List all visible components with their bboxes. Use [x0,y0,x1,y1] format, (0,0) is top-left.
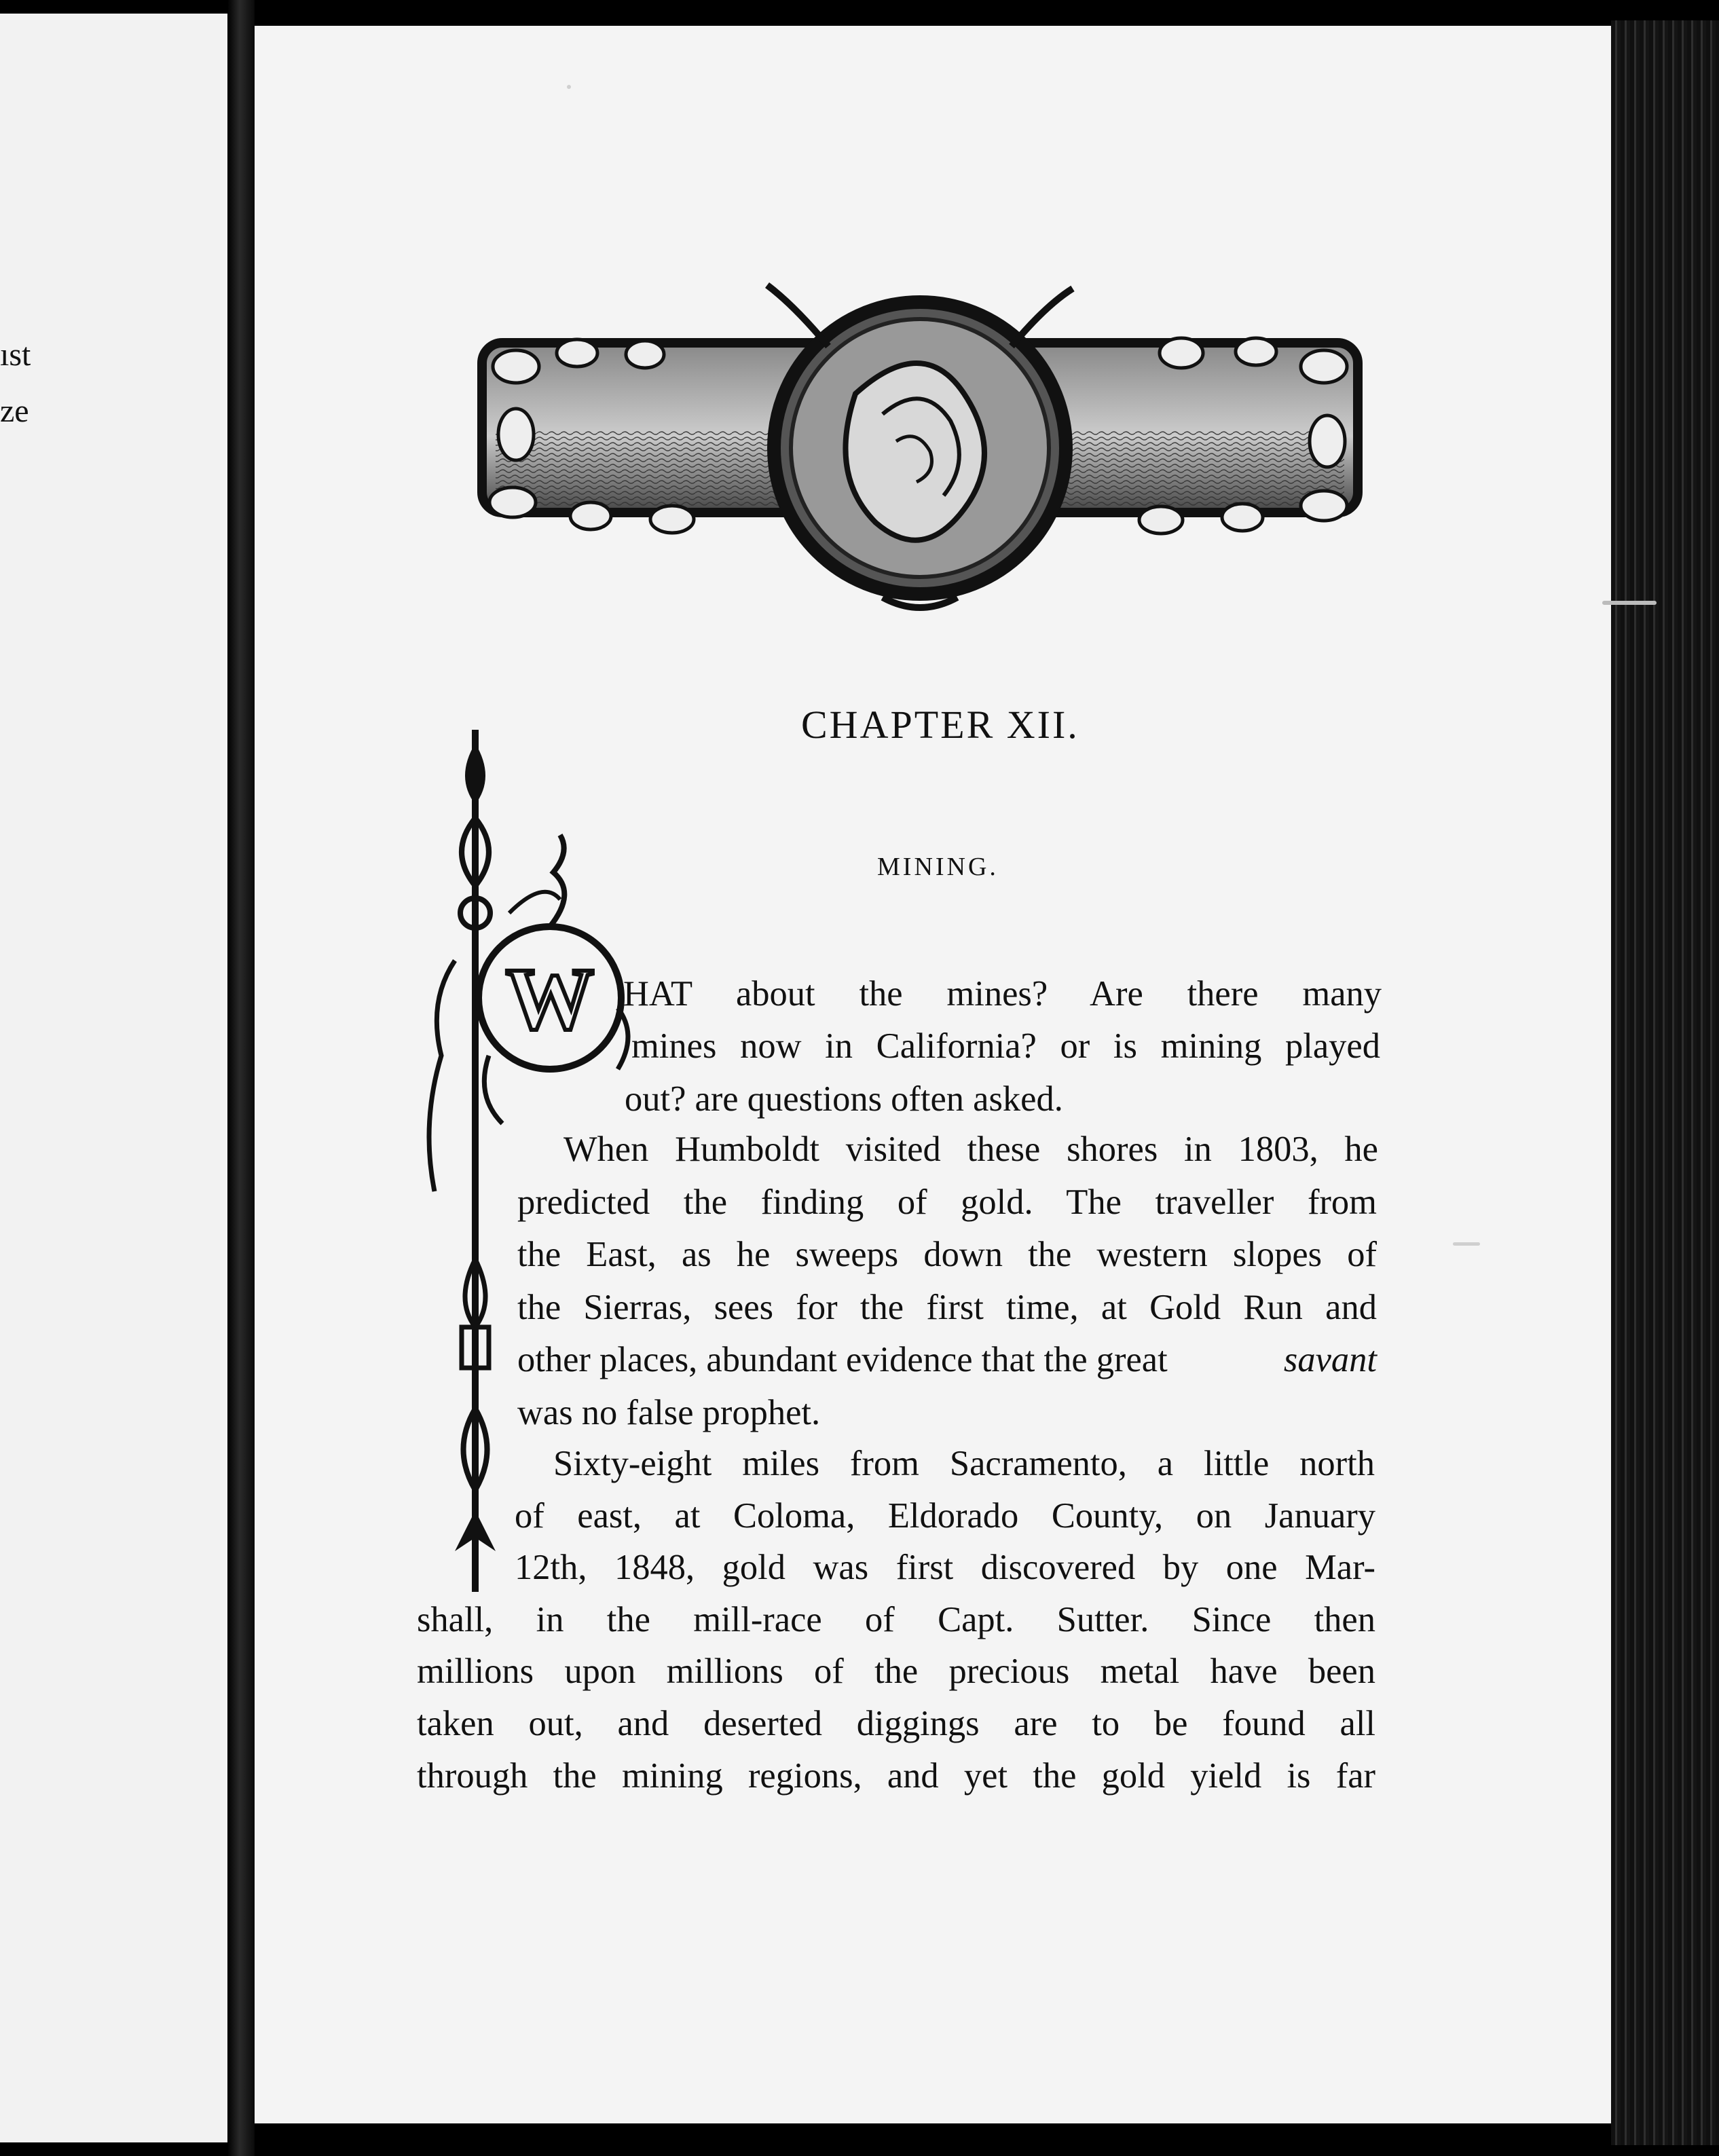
body-line-6: the East, as he sweeps down the western slopes of [517,1235,1377,1274]
body-line-8 [517,1342,1377,1378]
body-line-8-text: other places, abundant evidence that the great [517,1340,1168,1379]
left-page-fragment-2: ze [0,393,29,429]
body-line-1: HAT about the mines? Are there many [623,974,1382,1014]
left-page [0,14,230,2142]
body-line-2: mines now in California? or is mining played [631,1026,1380,1066]
body-line-5: predicted the finding of gold. The traveller from [517,1183,1377,1222]
decorative-headpiece [475,278,1365,618]
book-gutter [227,0,255,2156]
body-line-12: 12th, 1848, gold was first discovered by one Mar- [515,1548,1375,1587]
italic-word: savant [1283,1340,1377,1379]
body-line-16: through the mining regions, and yet the gold yield is far [417,1756,1375,1796]
body-line-13: shall, in the mill-race of Capt. Sutter. Since then [417,1600,1375,1639]
body-line-9: was no false prophet. [517,1393,821,1432]
body-line-14: millions upon millions of the precious metal have been [417,1652,1375,1691]
body-line-4: When Humboldt visited these shores in 1803, he [563,1130,1378,1169]
body-line-7: the Sierras, sees for the first time, at Gold Run and [517,1288,1377,1327]
body-line-15: taken out, and deserted diggings are to be found all [417,1704,1375,1743]
drop-cap-letter: W [506,950,594,1048]
page-edges [1611,20,1719,2145]
left-page-fragment-1: ıst [0,337,31,373]
scan-speck [567,85,571,89]
section-title: MINING. [877,853,999,881]
chapter-title: CHAPTER XII. [801,703,1079,747]
body-line-10: Sixty-eight miles from Sacramento, a little north [553,1444,1375,1483]
body-line-11: of east, at Coloma, Eldorado County, on January [515,1496,1375,1536]
scan-speck [1453,1242,1480,1246]
scan-speck [1602,601,1657,605]
body-line-3: out? are questions often asked. [625,1079,1063,1119]
